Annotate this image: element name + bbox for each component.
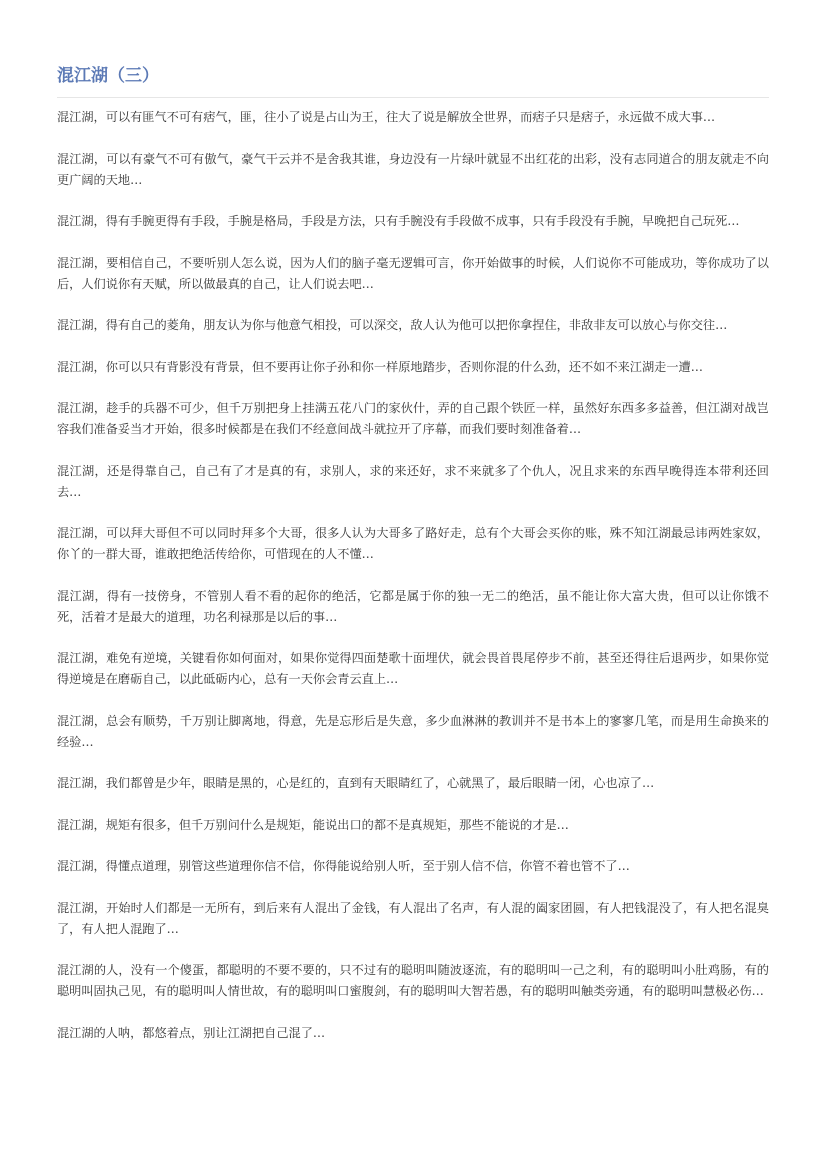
paragraph: 混江湖，总会有顺势，千万别让脚离地，得意，先是忘形后是失意，多少血淋淋的教训并不是书本上的寥寥几笔，而是用生命换来的经验… bbox=[57, 713, 769, 749]
paragraph: 混江湖，得有一技傍身，不管别人看不看的起你的绝活，它都是属于你的独一无二的绝活，虽不能让你大富大贵，但可以让你饿不死，活着才是最大的道理，功名利禄那是以后的事… bbox=[57, 588, 769, 624]
paragraph: 混江湖，开始时人们都是一无所有，到后来有人混出了金钱，有人混出了名声，有人混的阖家团圆，有人把钱混没了，有人把名混臭了，有人把人混跑了… bbox=[57, 900, 769, 936]
paragraph: 混江湖，你可以只有背影没有背景，但不要再让你子孙和你一样原地踏步，否则你混的什么劲，还不如不来江湖走一遭… bbox=[57, 359, 703, 374]
article bbox=[57, 60, 769, 1064]
paragraph: 混江湖，难免有逆境，关键看你如何面对，如果你觉得四面楚歌十面埋伏，就会畏首畏尾停步不前，甚至还得往后退两步，如果你觉得逆境是在磨砺自己，以此砥砺内心，总有一天你会青云直上… bbox=[57, 651, 769, 686]
paragraph: 混江湖，可以有匪气不可有痞气，匪，往小了说是占山为王，往大了说是解放全世界，而痞子只是痞子，永远做不成大事… bbox=[57, 110, 716, 124]
paragraph: 混江湖，趁手的兵器不可少，但千万别把身上挂满五花八门的家伙什，弄的自己跟个铁匠一样，虽然好东西多多益善，但江湖对战岂容我们准备妥当才开始，很多时候都是在我们不经意间战斗就拉开了序幕，而我们要时刻准备着… bbox=[57, 401, 769, 436]
paragraph: 混江湖，我们都曾是少年，眼睛是黑的，心是红的，直到有天眼睛红了，心就黑了，最后眼睛一闭，心也凉了… bbox=[57, 776, 655, 790]
title-divider bbox=[57, 97, 769, 98]
paragraph: 混江湖，要相信自己，不要听别人怎么说，因为人们的脑子毫无逻辑可言，你开始做事的时候，人们说你不可能成功，等你成功了以后，人们说你有天赋，所以做最真的自己，让人们说去吧… bbox=[57, 255, 769, 291]
article-body bbox=[57, 107, 769, 1044]
paragraph: 混江湖，规矩有很多，但千万别问什么是规矩，能说出口的都不是真规矩，那些不能说的才是… bbox=[57, 817, 569, 832]
paragraph: 混江湖，还是得靠自己，自己有了才是真的有，求别人，求的来还好，求不来就多了个仇人，况且求来的东西早晚得连本带利还回去… bbox=[57, 463, 769, 499]
paragraph: 混江湖，得懂点道理，别管这些道理你信不信，你得能说给别人听，至于别人信不信，你管不着也管不了… bbox=[57, 859, 630, 873]
article-title: 混江湖（三） bbox=[57, 66, 159, 86]
paragraph: 混江湖，可以拜大哥但不可以同时拜多个大哥，很多人认为大哥多了路好走，总有个大哥会买你的账，殊不知江湖最忌讳两姓家奴，你丫的一群大哥，谁敢把绝活传给你，可惜现在的人不懂… bbox=[57, 526, 769, 561]
paragraph: 混江湖的人，没有一个傻蛋，都聪明的不要不要的，只不过有的聪明叫随波逐流，有的聪明叫一己之利，有的聪明叫小肚鸡肠，有的聪明叫固执己见，有的聪明叫人情世故，有的聪明叫口蜜腹剑，有的聪明叫大智若愚，有的聪明叫触类旁通，有的聪明叫慧极必伤… bbox=[57, 963, 769, 998]
paragraph: 混江湖，得有自己的菱角，朋友认为你与他意气相投，可以深交，敌人认为他可以把你拿捏住，非敌非友可以放心与你交往… bbox=[57, 318, 728, 332]
paragraph: 混江湖，可以有豪气不可有傲气，豪气干云并不是舍我其谁，身边没有一片绿叶就显不出红花的出彩，没有志同道合的朋友就走不向更广阔的天地… bbox=[57, 151, 769, 187]
paragraph: 混江湖的人呐，都悠着点，别让江湖把自己混了… bbox=[57, 1025, 326, 1040]
paragraph: 混江湖，得有手腕更得有手段，手腕是格局，手段是方法，只有手腕没有手段做不成事，只有手段没有手腕，早晚把自己玩死… bbox=[57, 214, 740, 228]
